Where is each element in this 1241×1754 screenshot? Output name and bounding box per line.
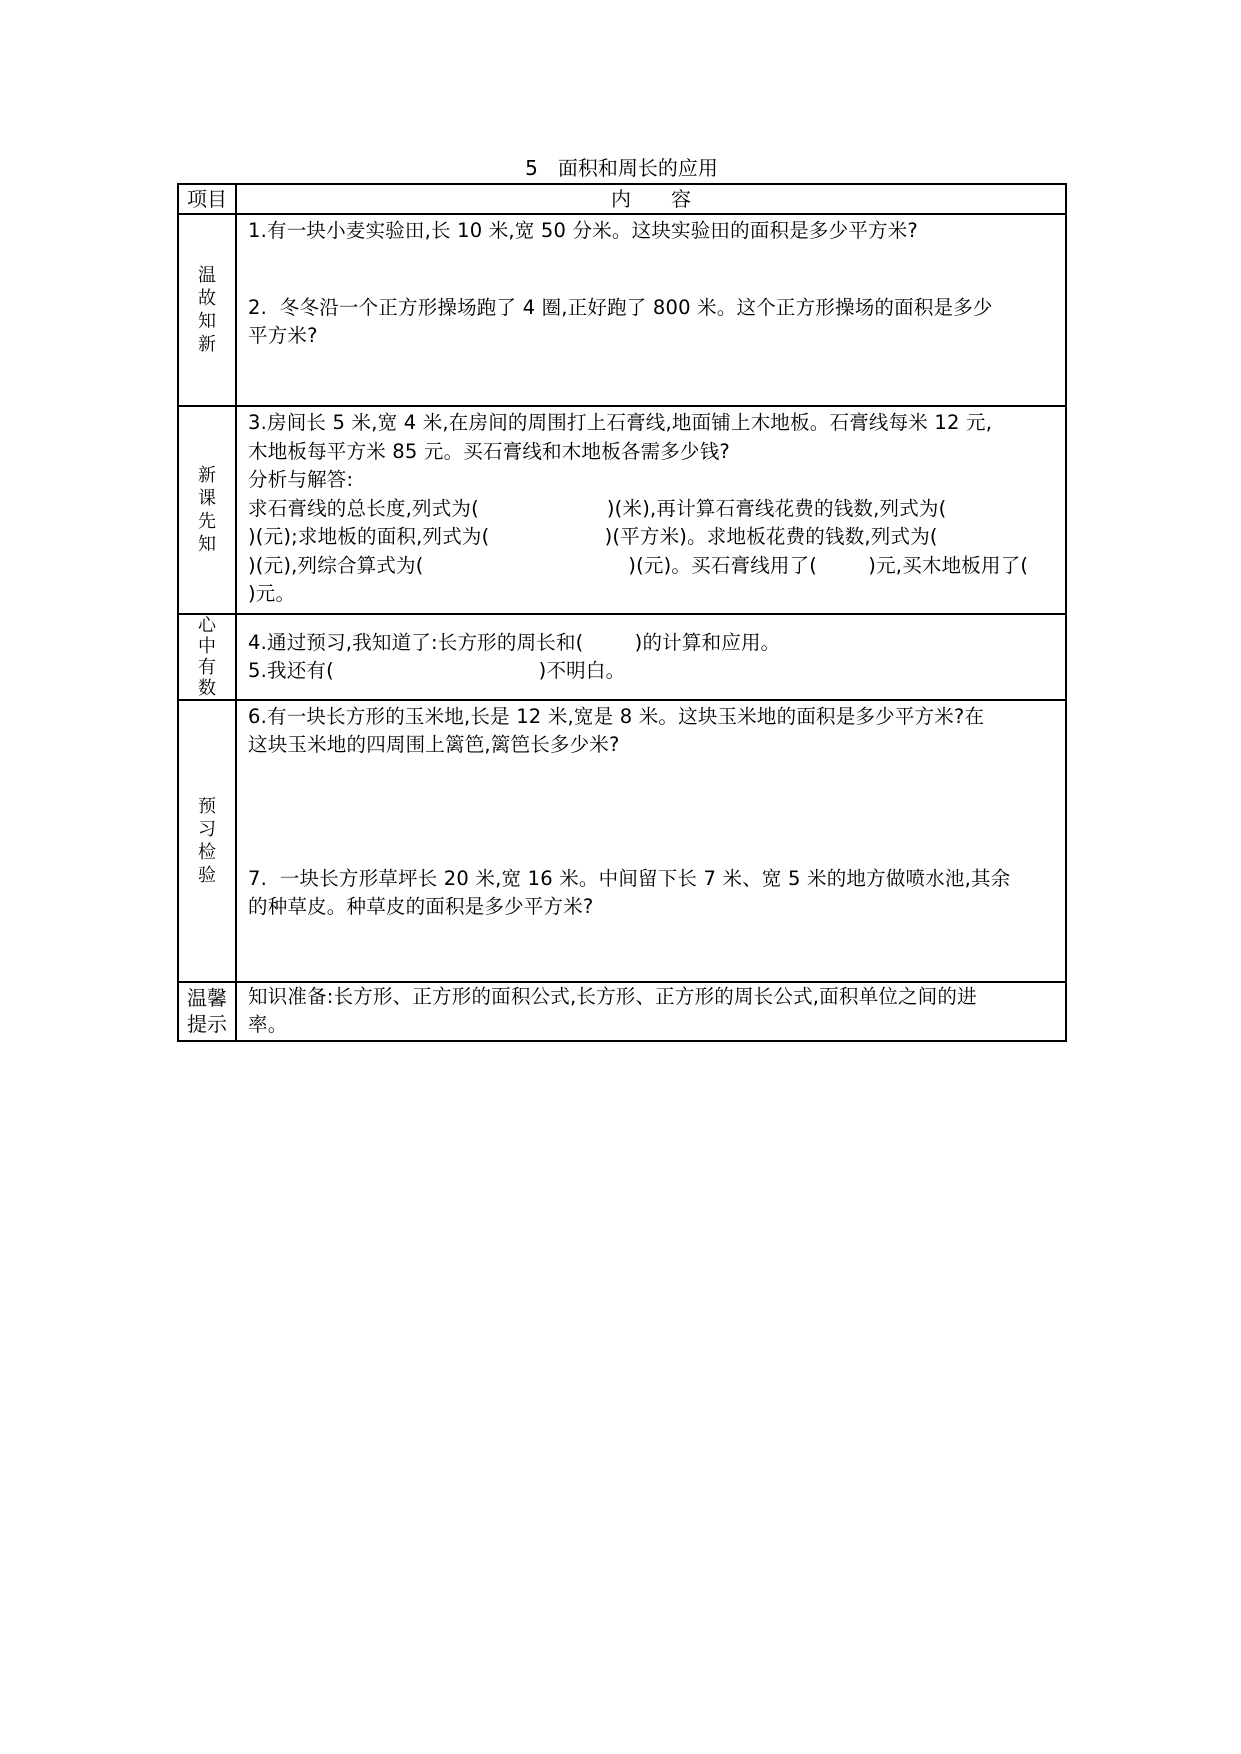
- label-char: 心: [198, 614, 216, 636]
- label-char: 预: [198, 795, 216, 817]
- label-char: 验: [198, 864, 216, 886]
- page-title: 5 面积和周长的应用: [525, 156, 718, 180]
- section-label-review: [178, 214, 236, 406]
- section-label-check: [178, 700, 236, 982]
- label-char: 检: [198, 841, 216, 863]
- label-char: 数: [198, 677, 216, 699]
- label-char: 知: [198, 311, 216, 332]
- label-char: 有: [198, 656, 216, 678]
- answer-line-2: )(元);求地板的面积,列式为( )(平方米)。求地板花费的钱数,列式为(: [248, 525, 938, 548]
- table-row: [178, 406, 1066, 614]
- label-char: 温: [198, 265, 216, 286]
- label-char: 故: [198, 288, 216, 309]
- question-2-line-2: 平方米?: [248, 324, 318, 347]
- answer-line-3: )(元),列综合算式为( )(元)。买石膏线用了( )元,买木地板用了(: [248, 553, 1029, 577]
- table-row: [178, 214, 1066, 406]
- header-item: 项目: [178, 184, 236, 214]
- question-3-line-1: 3.房间长 5 米,宽 4 米,在房间的周围打上石膏线,地面铺上木地板。石膏线每米 12 元,: [248, 411, 993, 434]
- header-content: 内 容: [236, 184, 1066, 214]
- label-char: 习: [198, 818, 216, 840]
- item-4: 4.通过预习,我知道了:长方形的周长和( )的计算和应用。: [248, 630, 781, 654]
- section-label-tips: [178, 982, 236, 1041]
- label-text: 提示: [187, 1012, 227, 1036]
- question-1: 1.有一块小麦实验田,长 10 米,宽 50 分米。这块实验田的面积是多少平方米?: [248, 219, 918, 242]
- question-7-line-1: 7. 一块长方形草坪长 20 米,宽 16 米。中间留下长 7 米、宽 5 米的地方做喷水池,其余: [248, 866, 1011, 890]
- analysis-heading: 分析与解答:: [248, 468, 354, 491]
- answer-line-1: 求石膏线的总长度,列式为( )(米),再计算石膏线花费的钱数,列式为(: [248, 496, 947, 520]
- table-header-row: [178, 184, 1066, 214]
- table-row: [178, 700, 1066, 982]
- question-6-line-2: 这块玉米地的四周围上篱笆,篱笆长多少米?: [248, 733, 620, 756]
- label-text: 温馨: [187, 986, 227, 1010]
- section-content-mind: [236, 614, 1066, 700]
- section-content-tips: [236, 982, 1066, 1041]
- table-row: [178, 982, 1066, 1041]
- question-6-line-1: 6.有一块长方形的玉米地,长是 12 米,宽是 8 米。这块玉米地的面积是多少平方米?在: [248, 704, 985, 728]
- label-char: 新: [198, 464, 216, 486]
- section-content-check: [236, 700, 1066, 982]
- worksheet-table: [177, 183, 1067, 1042]
- table-row: [178, 614, 1066, 700]
- question-7-line-2: 的种草皮。种草皮的面积是多少平方米?: [248, 895, 594, 918]
- question-2-line-1: 2. 冬冬沿一个正方形操场跑了 4 圈,正好跑了 800 米。这个正方形操场的面积是多少: [248, 295, 993, 319]
- section-content-preview: [236, 406, 1066, 614]
- label-char: 新: [198, 334, 216, 355]
- section-label-preview: [178, 406, 236, 614]
- label-char: 课: [198, 487, 216, 509]
- item-5: 5.我还有( )不明白。: [248, 659, 626, 682]
- tip-line-2: 率。: [248, 1013, 288, 1036]
- label-char: 先: [198, 510, 216, 532]
- label-char: 中: [198, 635, 216, 657]
- question-3-line-2: 木地板每平方米 85 元。买石膏线和木地板各需多少钱?: [248, 439, 730, 463]
- tip-line-1: 知识准备:长方形、正方形的面积公式,长方形、正方形的周长公式,面积单位之间的进: [248, 984, 977, 1008]
- section-content-review: [236, 214, 1066, 406]
- label-char: 知: [198, 533, 216, 555]
- section-label-mind: [178, 614, 236, 700]
- answer-line-4: )元。: [248, 582, 296, 605]
